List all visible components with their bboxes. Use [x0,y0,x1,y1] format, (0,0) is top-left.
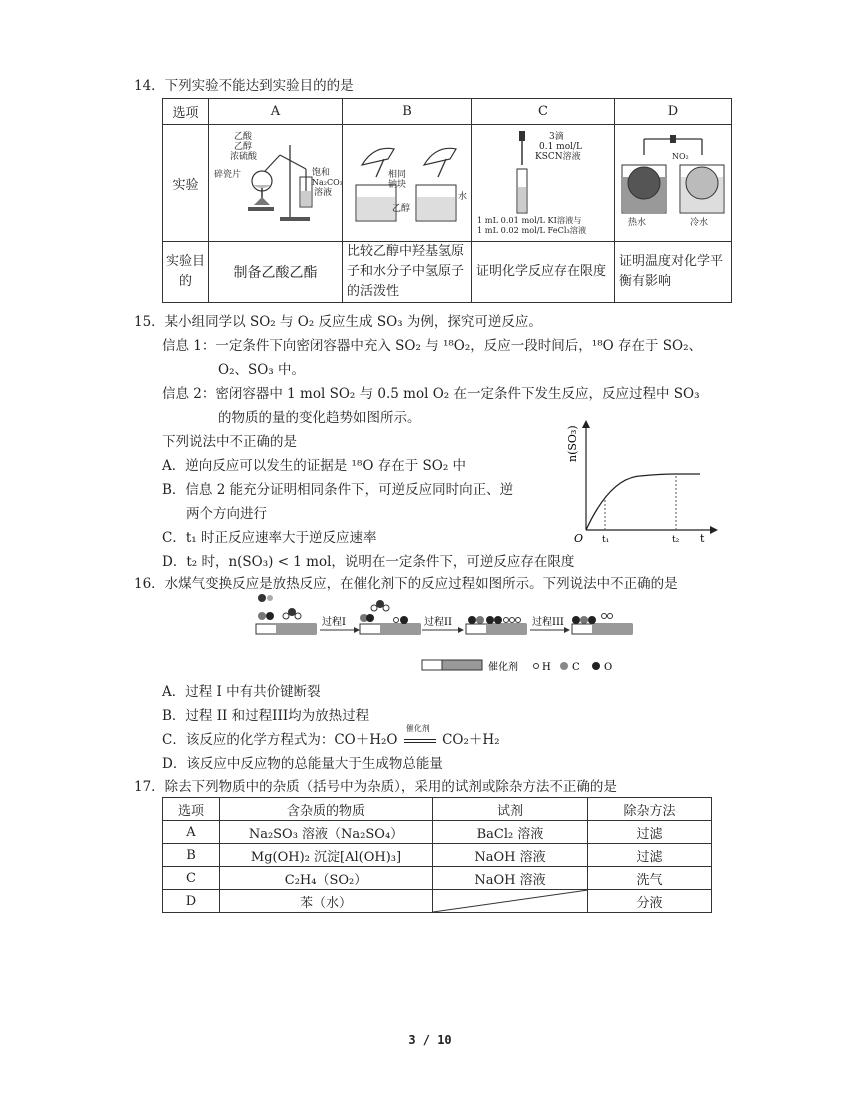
q16-stem: 16．水煤气变换反应是放热反应，在催化剂下的反应过程如图所示。下列说法中不正确的是 [134,576,678,592]
table-row [163,867,712,890]
graph-xlabel: t [700,532,705,545]
table-row [163,821,712,844]
q17-a-substance: Na₂SO₃ 溶液（Na₂SO₄） [220,821,433,844]
q15-ask: 下列说法中不正确的是 [162,434,297,450]
step-3-label: 过程III [532,617,564,628]
q14-apparatus-c [472,125,615,242]
q16-option-b: B．过程 II 和过程III均为放热过程 [162,708,370,724]
q15-info2-b: 的物质的量的变化趋势如图所示。 [218,410,421,426]
q17-d-reagent-empty [433,890,588,913]
label-same: 相同 [387,170,406,180]
q17-header-method: 除杂方法 [588,798,712,821]
sodium-reaction-figure [344,125,471,237]
q17-d-method: 分液 [588,890,712,913]
q16-option-d: D．该反应中反应物的总能量大于生成物总能量 [162,756,443,772]
q16-option-a: A．过程 I 中有共价键断裂 [162,684,321,700]
graph-origin: O [574,532,584,545]
q14-apparatus-d [615,125,732,242]
q17-c-substance: C₂H₄（SO₂） [220,867,433,890]
legend-c: C [572,662,580,673]
q15-info1-b: O₂、SO₃ 中。 [218,362,305,378]
kscn-test-figure [473,125,614,237]
q14-purpose-a: 制备乙酸乙酯 [209,242,343,303]
q14-header-a: A [209,99,343,125]
table-row [163,890,712,913]
step-1-label: 过程I [322,617,346,628]
label-cold-water: 冷水 [689,218,708,228]
label-sodium-block: 钠块 [387,180,406,190]
label-conc-sulfuric: 浓硫酸 [229,152,257,162]
q14-apparatus-a [209,125,343,242]
q14-row-purpose-label: 实验目的 [163,242,209,303]
label-ethanol-b: 乙醇 [391,204,410,214]
q15-stem: 15．某小组同学以 SO₂ 与 O₂ 反应生成 SO₃ 为例，探究可逆反应。 [134,314,542,330]
diagonal-slash [433,890,588,912]
step-2-label: 过程II [424,617,452,628]
equation-catalyst: 催化剂 [405,724,430,733]
q17-c-method: 洗气 [588,867,712,890]
q15-option-d: D．t₂ 时，n(SO₃) < 1 mol，说明在一定条件下，可逆反应存在限度 [162,554,575,570]
graph-ylabel: n(SO₃) [566,425,579,462]
label-ethanol: 乙醇 [233,142,252,152]
label-porcelain: 碎瓷片 [213,170,241,180]
q15-info2-a: 信息 2：密闭容器中 1 mol SO₂ 与 0.5 mol O₂ 在一定条件下发生反应，反应过程中 SO₃ [162,386,700,402]
q14-stem: 14．下列实验不能达到实验目的的是 [134,78,354,94]
q14-table [162,98,732,303]
label-no2: NO₂ [671,152,689,161]
label-kscn: KSCN溶液 [534,152,581,162]
q17-header-substance: 含杂质的物质 [220,798,433,821]
q14-purpose-c: 证明化学反应存在限度 [472,242,615,303]
label-saturated: 饱和 [311,168,330,178]
label-fecl3: 1 mL 0.02 mol/L FeCl₃溶液 [476,225,586,235]
q14-header-option: 选项 [163,99,209,125]
q17-table [162,797,712,913]
q17-a-reagent: BaCl₂ 溶液 [433,821,588,844]
q16-option-c-text: C．该反应的化学方程式为：CO＋H₂O [162,732,398,748]
q17-d-option: D [163,890,220,913]
q15-graph [560,418,720,548]
q15-info1-a: 信息 1：一定条件下向密闭容器中充入 SO₂ 与 ¹⁸O₂，反应一段时间后，¹⁸O 存在于 SO₂、 [162,338,702,354]
q14-purpose-b: 比较乙醇中羟基氢原子和水分子中氢原子的活泼性 [343,242,472,303]
q14-apparatus-b [343,125,472,242]
q17-b-reagent: NaOH 溶液 [433,844,588,867]
q15-option-a: A．逆向反应可以发生的证据是 ¹⁸O 存在于 SO₂ 中 [162,458,467,474]
q14-header-c: C [472,99,615,125]
q17-c-reagent: NaOH 溶液 [433,867,588,890]
q17-d-substance: 苯（水） [220,890,433,913]
legend-catalyst: 催化剂 [488,662,518,673]
label-concentration: 0.1 mol/L [538,142,582,152]
equation-arrow [402,724,438,748]
label-hot-water: 热水 [627,218,646,228]
q14-header-d: D [615,99,732,125]
q17-b-method: 过滤 [588,844,712,867]
q17-a-option: A [163,821,220,844]
legend-o: O [604,662,613,673]
q14-header-b: B [343,99,472,125]
no2-temperature-figure [616,125,731,237]
q17-header-option: 选项 [163,798,220,821]
label-water: 水 [457,192,467,202]
label-ki: 1 mL 0.01 mol/L KI溶液与 [476,215,581,225]
q17-c-option: C [163,867,220,890]
q17-b-option: B [163,844,220,867]
q17-b-substance: Mg(OH)₂ 沉淀[Al(OH)₃] [220,844,433,867]
label-3-drops: 3滴 [548,132,564,142]
q14-row-experiment-label: 实验 [163,125,209,242]
q17-a-method: 过滤 [588,821,712,844]
q16-option-c [162,724,500,748]
q17-header-reagent: 试剂 [433,798,588,821]
label-na2co3: Na₂CO₃ [311,178,342,187]
esterification-apparatus-figure [210,125,342,237]
graph-t2: t₂ [672,535,680,545]
page-number: 3 / 10 [408,1033,452,1047]
q17-stem: 17．除去下列物质中的杂质（括号中为杂质），采用的试剂或除杂方法不正确的是 [134,779,617,795]
q14-purpose-d: 证明温度对化学平衡有影响 [615,242,732,303]
q15-option-b-cont: 两个方向进行 [186,506,267,522]
q16-process-diagram [250,590,640,680]
table-row [163,844,712,867]
graph-t1: t₁ [602,535,610,545]
q15-option-b: B．信息 2 能充分证明相同条件下，可逆反应同时向正、逆 [162,482,514,498]
equation-products: CO₂＋H₂ [442,732,500,748]
label-solution: 溶液 [313,188,332,198]
q15-option-c: C．t₁ 时正反应速率大于逆反应速率 [162,530,377,546]
legend-h: H [542,662,551,673]
label-acetic-acid: 乙酸 [233,132,252,142]
